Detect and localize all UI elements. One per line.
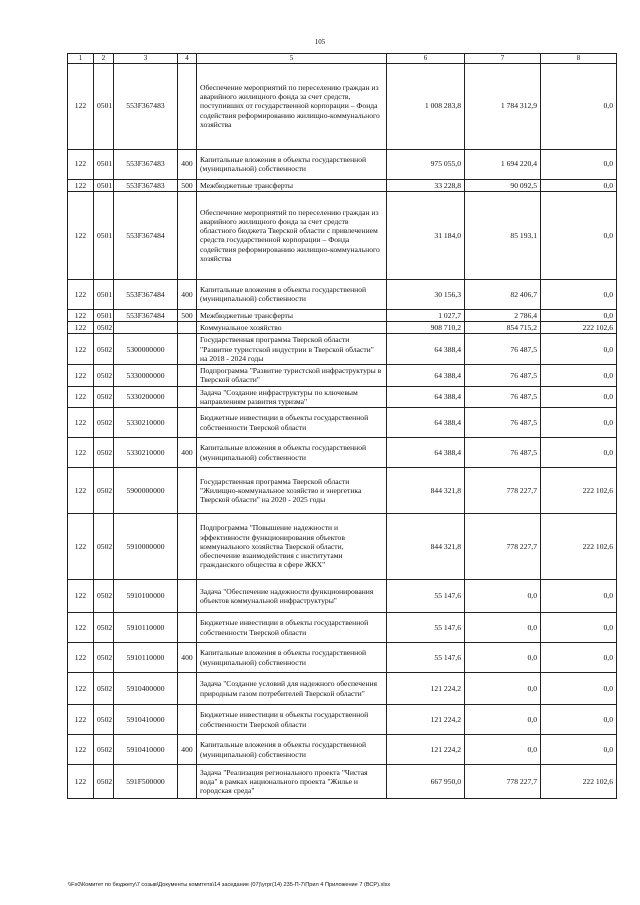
- table-row: [68, 408, 617, 438]
- target-article-code: 553F367484: [114, 309, 178, 321]
- section-code: 0502: [94, 514, 114, 580]
- table-row: [68, 643, 617, 673]
- table-row: [68, 673, 617, 705]
- row-description: Межбюджетные трансферты: [197, 179, 387, 191]
- amount-year-3: 0,0: [541, 179, 617, 191]
- amount-year-3: 0,0: [541, 309, 617, 321]
- table-row: [68, 514, 617, 580]
- amount-year-1: 121 224,2: [387, 673, 465, 705]
- amount-year-1: 55 147,6: [387, 580, 465, 613]
- target-article-code: 5910100000: [114, 580, 178, 613]
- amount-year-1: 64 388,4: [387, 334, 465, 365]
- target-article-code: 5910110000: [114, 643, 178, 673]
- row-description: Капитальные вложения в объекты государственной (муниципальной) собственности: [197, 149, 387, 179]
- admin-code: 122: [68, 514, 94, 580]
- section-code: 0502: [94, 322, 114, 334]
- amount-year-2: 85 193,1: [465, 191, 541, 279]
- amount-year-1: 64 388,4: [387, 408, 465, 438]
- expense-type-code: 400: [178, 735, 197, 765]
- target-article-code: 553F367483: [114, 149, 178, 179]
- amount-year-1: 844 321,8: [387, 468, 465, 514]
- amount-year-2: 0,0: [465, 673, 541, 705]
- budget-table: [67, 53, 617, 799]
- section-code: 0501: [94, 191, 114, 279]
- amount-year-3: 0,0: [541, 149, 617, 179]
- expense-type-code: 400: [178, 438, 197, 468]
- section-code: 0501: [94, 309, 114, 321]
- header-col-7: 7: [465, 54, 541, 64]
- row-description: Обеспечение мероприятий по переселению граждан из аварийного жилищного фонда за счет средств областного бюджета Тверской области с привлечением средств государственной корпорации – Фонда содействия реформированию жилищно-коммунального хозяйства: [197, 191, 387, 279]
- target-article-code: 591F500000: [114, 765, 178, 799]
- expense-type-code: [178, 765, 197, 799]
- section-code: 0502: [94, 643, 114, 673]
- header-col-6: 6: [387, 54, 465, 64]
- section-code: 0502: [94, 438, 114, 468]
- section-code: 0502: [94, 613, 114, 643]
- amount-year-3: 0,0: [541, 643, 617, 673]
- section-code: 0502: [94, 468, 114, 514]
- amount-year-2: 0,0: [465, 643, 541, 673]
- amount-year-1: 55 147,6: [387, 613, 465, 643]
- amount-year-2: 854 715,2: [465, 322, 541, 334]
- row-description: Капитальные вложения в объекты государственной (муниципальной) собственности: [197, 279, 387, 309]
- row-description: Капитальные вложения в объекты государственной (муниципальной) собственности: [197, 438, 387, 468]
- amount-year-3: 0,0: [541, 408, 617, 438]
- header-col-2: 2: [94, 54, 114, 64]
- target-article-code: 5900000000: [114, 468, 178, 514]
- amount-year-1: 667 950,0: [387, 765, 465, 799]
- header-row: [68, 54, 617, 64]
- target-article-code: 5910000000: [114, 514, 178, 580]
- target-article-code: 553F367484: [114, 279, 178, 309]
- expense-type-code: [178, 580, 197, 613]
- table-row: [68, 365, 617, 387]
- table-body: [68, 63, 617, 799]
- row-description: Задача "Создание условий для надежного обеспечения природным газом потребителей Тверской области": [197, 673, 387, 705]
- section-code: 0502: [94, 765, 114, 799]
- expense-type-code: [178, 63, 197, 149]
- amount-year-2: 76 487,5: [465, 365, 541, 387]
- target-article-code: 553F367483: [114, 179, 178, 191]
- header-col-8: 8: [541, 54, 617, 64]
- section-code: 0501: [94, 63, 114, 149]
- expense-type-code: [178, 191, 197, 279]
- row-description: Государственная программа Тверской области "Жилищно-коммунальное хозяйство и энергетика Тверской области" на 2020 - 2025 годы: [197, 468, 387, 514]
- target-article-code: [114, 322, 178, 334]
- row-description: Бюджетные инвестиции в объекты государственной собственности Тверской области: [197, 613, 387, 643]
- header-col-4: 4: [178, 54, 197, 64]
- target-article-code: 5330210000: [114, 438, 178, 468]
- section-code: 0502: [94, 673, 114, 705]
- admin-code: 122: [68, 408, 94, 438]
- amount-year-3: 222 102,6: [541, 468, 617, 514]
- header-col-3: 3: [114, 54, 178, 64]
- target-article-code: 553F367484: [114, 191, 178, 279]
- section-code: 0502: [94, 580, 114, 613]
- table-row: [68, 309, 617, 321]
- target-article-code: 5330200000: [114, 386, 178, 408]
- amount-year-3: 0,0: [541, 735, 617, 765]
- amount-year-1: 121 224,2: [387, 705, 465, 735]
- section-code: 0502: [94, 334, 114, 365]
- amount-year-1: 55 147,6: [387, 643, 465, 673]
- admin-code: 122: [68, 334, 94, 365]
- amount-year-3: 222 102,6: [541, 322, 617, 334]
- amount-year-3: 0,0: [541, 191, 617, 279]
- header-col-5: 5: [197, 54, 387, 64]
- expense-type-code: [178, 408, 197, 438]
- target-article-code: 5910410000: [114, 705, 178, 735]
- section-code: 0502: [94, 408, 114, 438]
- amount-year-1: 64 388,4: [387, 365, 465, 387]
- amount-year-3: 222 102,6: [541, 514, 617, 580]
- row-description: Бюджетные инвестиции в объекты государственной собственности Тверской области: [197, 408, 387, 438]
- admin-code: 122: [68, 322, 94, 334]
- table-row: [68, 149, 617, 179]
- amount-year-2: 0,0: [465, 705, 541, 735]
- section-code: 0501: [94, 279, 114, 309]
- amount-year-3: 0,0: [541, 580, 617, 613]
- amount-year-1: 31 184,0: [387, 191, 465, 279]
- amount-year-3: 0,0: [541, 673, 617, 705]
- row-description: Подпрограмма "Повышение надежности и эффективности функционирования объектов коммунального хозяйства Тверской области, обеспечение взаимодействия с институтами гражданского общества в сфере ЖКХ": [197, 514, 387, 580]
- expense-type-code: [178, 365, 197, 387]
- admin-code: 122: [68, 735, 94, 765]
- table-row: [68, 386, 617, 408]
- amount-year-1: 908 710,2: [387, 322, 465, 334]
- expense-type-code: 500: [178, 179, 197, 191]
- target-article-code: 5910400000: [114, 673, 178, 705]
- table-row: [68, 191, 617, 279]
- amount-year-3: 222 102,6: [541, 765, 617, 799]
- row-description: Межбюджетные трансферты: [197, 309, 387, 321]
- expense-type-code: [178, 705, 197, 735]
- header-col-1: 1: [68, 54, 94, 64]
- table-row: [68, 705, 617, 735]
- expense-type-code: 400: [178, 149, 197, 179]
- target-article-code: 5910110000: [114, 613, 178, 643]
- table-row: [68, 279, 617, 309]
- expense-type-code: [178, 613, 197, 643]
- expense-type-code: [178, 673, 197, 705]
- amount-year-2: 1 694 220,4: [465, 149, 541, 179]
- admin-code: 122: [68, 673, 94, 705]
- amount-year-1: 844 321,8: [387, 514, 465, 580]
- admin-code: 122: [68, 613, 94, 643]
- expense-type-code: 500: [178, 309, 197, 321]
- admin-code: 122: [68, 279, 94, 309]
- target-article-code: 5330000000: [114, 365, 178, 387]
- row-description: Обеспечение мероприятий по переселению граждан из аварийного жилищного фонда за счет средств, поступивших от государственной корпорации – Фонда содействия реформированию жилищно-коммунального хозяйства: [197, 63, 387, 149]
- file-path-footer: \\Fs0\Комитет по бюджету\7 созыв\Документы комитета\14 заседание (07)\угрг(14) 235-П-7\Прил 4 Приложение 7 (ВСР).xlsx: [68, 882, 391, 888]
- amount-year-3: 0,0: [541, 386, 617, 408]
- admin-code: 122: [68, 765, 94, 799]
- table-row: [68, 580, 617, 613]
- amount-year-2: 778 227,7: [465, 765, 541, 799]
- table-row: [68, 468, 617, 514]
- expense-type-code: [178, 322, 197, 334]
- amount-year-2: 76 487,5: [465, 408, 541, 438]
- admin-code: 122: [68, 705, 94, 735]
- amount-year-2: 778 227,7: [465, 514, 541, 580]
- expense-type-code: [178, 334, 197, 365]
- row-description: Капитальные вложения в объекты государственной (муниципальной) собственности: [197, 643, 387, 673]
- row-description: Подпрограмма "Развитие туристской инфраструктуры в Тверской области": [197, 365, 387, 387]
- admin-code: 122: [68, 63, 94, 149]
- target-article-code: 553F367483: [114, 63, 178, 149]
- amount-year-2: 82 406,7: [465, 279, 541, 309]
- target-article-code: 5300000000: [114, 334, 178, 365]
- admin-code: 122: [68, 468, 94, 514]
- amount-year-2: 778 227,7: [465, 468, 541, 514]
- amount-year-3: 0,0: [541, 334, 617, 365]
- amount-year-1: 121 224,2: [387, 735, 465, 765]
- section-code: 0501: [94, 149, 114, 179]
- admin-code: 122: [68, 309, 94, 321]
- table-row: [68, 322, 617, 334]
- page-number: 105: [314, 38, 326, 46]
- section-code: 0502: [94, 386, 114, 408]
- amount-year-3: 0,0: [541, 279, 617, 309]
- amount-year-2: 76 487,5: [465, 334, 541, 365]
- section-code: 0501: [94, 179, 114, 191]
- amount-year-1: 64 388,4: [387, 386, 465, 408]
- amount-year-1: 64 388,4: [387, 438, 465, 468]
- section-code: 0502: [94, 365, 114, 387]
- amount-year-1: 33 228,8: [387, 179, 465, 191]
- amount-year-3: 0,0: [541, 63, 617, 149]
- table-row: [68, 735, 617, 765]
- admin-code: 122: [68, 149, 94, 179]
- admin-code: 122: [68, 643, 94, 673]
- row-description: Капитальные вложения в объекты государственной (муниципальной) собственности: [197, 735, 387, 765]
- amount-year-2: 76 487,5: [465, 438, 541, 468]
- table-row: [68, 613, 617, 643]
- amount-year-2: 2 786,4: [465, 309, 541, 321]
- amount-year-2: 76 487,5: [465, 386, 541, 408]
- expense-type-code: [178, 514, 197, 580]
- row-description: Задача "Обеспечение надежности функционирования объектов коммунальной инфраструктуры": [197, 580, 387, 613]
- table-row: [68, 179, 617, 191]
- admin-code: 122: [68, 580, 94, 613]
- row-description: Задача "Создание инфраструктуры по ключевым направлениям развития туризма": [197, 386, 387, 408]
- admin-code: 122: [68, 386, 94, 408]
- section-code: 0502: [94, 735, 114, 765]
- amount-year-2: 0,0: [465, 613, 541, 643]
- amount-year-1: 30 156,3: [387, 279, 465, 309]
- section-code: 0502: [94, 705, 114, 735]
- amount-year-3: 0,0: [541, 365, 617, 387]
- admin-code: 122: [68, 365, 94, 387]
- expense-type-code: [178, 468, 197, 514]
- table-row: [68, 765, 617, 799]
- row-description: Коммунальное хозяйство: [197, 322, 387, 334]
- admin-code: 122: [68, 438, 94, 468]
- expense-type-code: [178, 386, 197, 408]
- row-description: Бюджетные инвестиции в объекты государственной собственности Тверской области: [197, 705, 387, 735]
- admin-code: 122: [68, 191, 94, 279]
- row-description: Государственная программа Тверской области "Развитие туристской индустрии в Тверской области" на 2018 - 2024 годы: [197, 334, 387, 365]
- expense-type-code: 400: [178, 279, 197, 309]
- amount-year-1: 1 027,7: [387, 309, 465, 321]
- amount-year-1: 1 008 283,8: [387, 63, 465, 149]
- target-article-code: 5910410000: [114, 735, 178, 765]
- amount-year-3: 0,0: [541, 613, 617, 643]
- table-row: [68, 63, 617, 149]
- amount-year-2: 90 092,5: [465, 179, 541, 191]
- table-row: [68, 438, 617, 468]
- amount-year-1: 975 055,0: [387, 149, 465, 179]
- amount-year-3: 0,0: [541, 705, 617, 735]
- row-description: Задача "Реализация регионального проекта "Чистая вода" в рамках национального проекта "Жилье и городская среда": [197, 765, 387, 799]
- amount-year-2: 0,0: [465, 580, 541, 613]
- amount-year-2: 1 784 312,9: [465, 63, 541, 149]
- amount-year-3: 0,0: [541, 438, 617, 468]
- admin-code: 122: [68, 179, 94, 191]
- table-row: [68, 334, 617, 365]
- target-article-code: 5330210000: [114, 408, 178, 438]
- amount-year-2: 0,0: [465, 735, 541, 765]
- expense-type-code: 400: [178, 643, 197, 673]
